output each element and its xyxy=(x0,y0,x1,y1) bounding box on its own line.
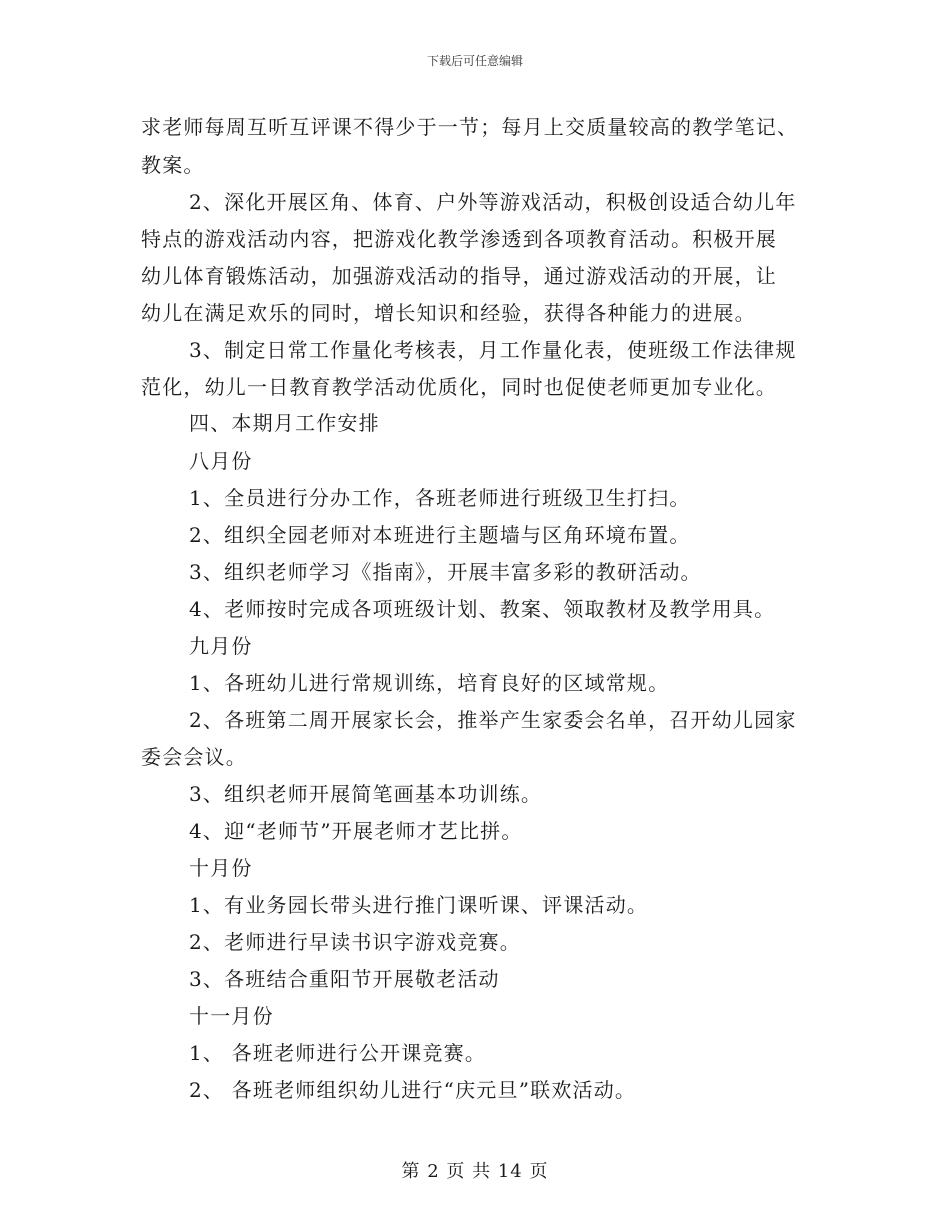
text-line: 4、迎“老师节”开展老师才艺比拼。 xyxy=(189,819,523,843)
text-line: 3、制定日常工作量化考核表，月工作量化表，使班级工作法律规 xyxy=(189,338,797,362)
section-heading: 四、本期月工作安排 xyxy=(189,411,380,435)
text-line: 1、 各班老师进行公开课竞赛。 xyxy=(189,1041,487,1065)
month-heading: 八月份 xyxy=(189,449,253,473)
text-line: 1、有业务园长带头进行推门课听课、评课活动。 xyxy=(189,893,649,917)
page-header: 下载后可任意编辑 xyxy=(426,54,523,68)
text-line: 1、各班幼儿进行常规训练，培育良好的区域常规。 xyxy=(189,671,670,695)
text-line: 2、各班第二周开展家长会，推举产生家委会名单，召开幼儿园家 xyxy=(189,708,797,732)
text-line: 4、老师按时完成各项班级计划、教案、领取教材及教学用具。 xyxy=(189,597,776,621)
text-line: 幼儿在满足欢乐的同时，增长知识和经验，获得各种能力的进展。 xyxy=(141,301,756,325)
text-line: 3、各班结合重阳节开展敬老活动 xyxy=(189,967,500,991)
month-heading: 十一月份 xyxy=(189,1004,274,1028)
text-line: 教案。 xyxy=(141,153,205,177)
text-line: 2、组织全园老师对本班进行主题墙与区角环境布置。 xyxy=(189,523,691,547)
text-line: 委会会议。 xyxy=(141,745,247,769)
text-line: 2、深化开展区角、体育、户外等游戏活动，积极创设适合幼儿年 xyxy=(189,190,797,214)
text-line: 范化，幼儿一日教育教学活动优质化，同时也促使老师更加专业化。 xyxy=(141,375,777,399)
text-line: 2、 各班老师组织幼儿进行“庆元旦”联欢活动。 xyxy=(189,1078,637,1102)
text-line: 特点的游戏活动内容，把游戏化教学渗透到各项教育活动。积极开展 xyxy=(141,227,777,251)
text-line: 3、组织老师开展简笔画基本功训练。 xyxy=(189,782,543,806)
text-line: 1、全员进行分办工作，各班老师进行班级卫生打扫。 xyxy=(189,486,691,510)
month-heading: 十月份 xyxy=(189,856,253,880)
text-line: 幼儿体育锻炼活动，加强游戏活动的指导，通过游戏活动的开展，让 xyxy=(141,264,777,288)
month-heading: 九月份 xyxy=(189,634,253,658)
text-line: 2、老师进行早读书识字游戏竞赛。 xyxy=(189,930,521,954)
text-line: 求老师每周互听互评课不得少于一节；每月上交质量较高的教学笔记、 xyxy=(141,115,799,139)
page-footer: 第 2 页 共 14 页 xyxy=(401,1161,549,1182)
text-line: 3、组织老师学习《指南》，开展丰富多彩的教研活动。 xyxy=(189,560,702,584)
